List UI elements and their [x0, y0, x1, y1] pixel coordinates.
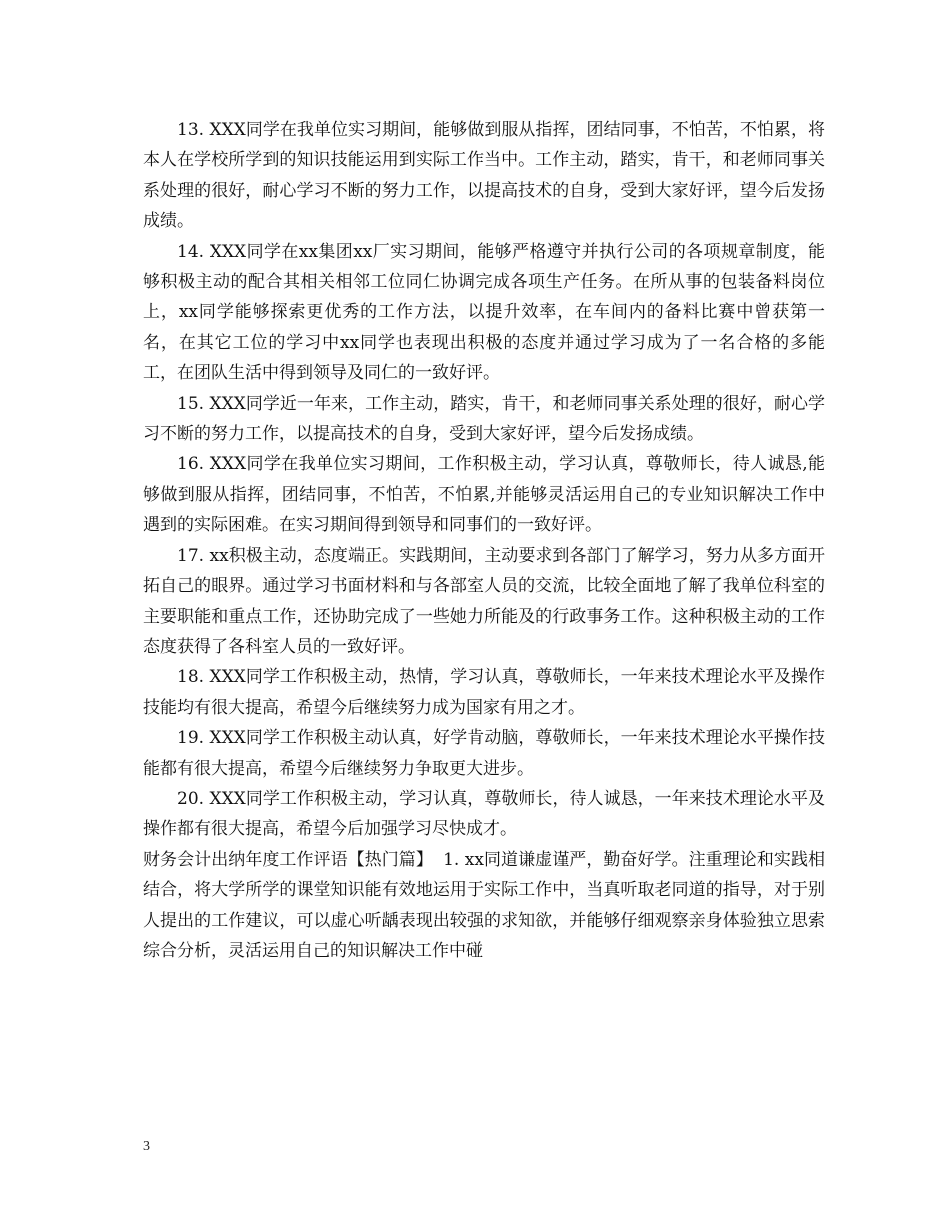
- paragraph-15: 15. XXX同学近一年来，工作主动，踏实，肯干，和老师同事关系处理的很好，耐心学习不断的努力工作，以提高技术的自身，受到大家好评，望今后发扬成绩。: [143, 393, 825, 445]
- paragraph-18: 18. XXX同学工作积极主动，热情，学习认真，尊敬师长，一年来技术理论水平及操作技能均有很大提高，希望今后继续努力成为国家有用之才。: [143, 667, 825, 718]
- document-body: [143, 115, 825, 966]
- section-heading: 财务会计出纳年度工作评语【热门篇】: [143, 849, 433, 870]
- paragraph-17: 17. xx积极主动，态度端正。实践期间，主动要求到各部门了解学习，努力从多方面开拓自己的眼界。通过学习书面材料和与各部室人员的交流，比较全面地了解了我单位科室的主要职能和重点工作，还协助完成了一些她力所能及的行政事务工作。这种积极主动的工作态度获得了各科室人员的一致好评。: [143, 545, 825, 657]
- paragraph-16: 16. XXX同学在我单位实习期间，工作积极主动，学习认真，尊敬师长，待人诚恳,能够做到服从指挥，团结同事，不怕苦，不怕累,并能够灵活运用自己的专业知识解决工作中遇到的实际困难。在实习期间得到领导和同事们的一致好评。: [143, 454, 825, 536]
- paragraph-20: 20. XXX同学工作积极主动，学习认真，尊敬师长，待人诚恳，一年来技术理论水平及操作都有很大提高，希望今后加强学习尽快成才。: [143, 788, 825, 840]
- paragraph-13: 13. XXX同学在我单位实习期间，能够做到服从指挥，团结同事，不怕苦，不怕累，将本人在学校所学到的知识技能运用到实际工作当中。工作主动，踏实，肯干，和老师同事关系处理的很好，耐心学习不断的努力工作，以提高技术的自身，受到大家好评，望今后发扬成绩。: [143, 120, 825, 232]
- paragraph-19: 19. XXX同学工作积极主动认真，好学肯动脑，尊敬师长，一年来技术理论水平操作技能都有很大提高，希望今后继续努力争取更大进步。: [143, 728, 825, 779]
- section-paragraph: [143, 845, 825, 967]
- page-number: 3: [143, 1139, 150, 1154]
- section-first-paragraph: 1. xx同道谦虚谨严，勤奋好学。注重理论和实践相结合，将大学所学的课堂知识能有效地运用于实际工作中，当真听取老同道的指导，对于别人提出的工作建议，可以虚心听龋表现出较强的求知欲，并能够仔细观察亲身体验独立思索综合分析，灵活运用自己的知识解决工作中碰: [143, 849, 825, 961]
- paragraph-14: 14. XXX同学在xx集团xx厂实习期间，能够严格遵守并执行公司的各项规章制度，能够积极主动的配合其相关相邻工位同仁协调完成各项生产任务。在所从事的包装备料岗位上，xx同学能够探索更优秀的工作方法，以提升效率，在车间内的备料比赛中曾获第一名，在其它工位的学习中xx同学也表现出积极的态度并通过学习成为了一名合格的多能工，在团队生活中得到领导及同仁的一致好评。: [143, 241, 825, 384]
